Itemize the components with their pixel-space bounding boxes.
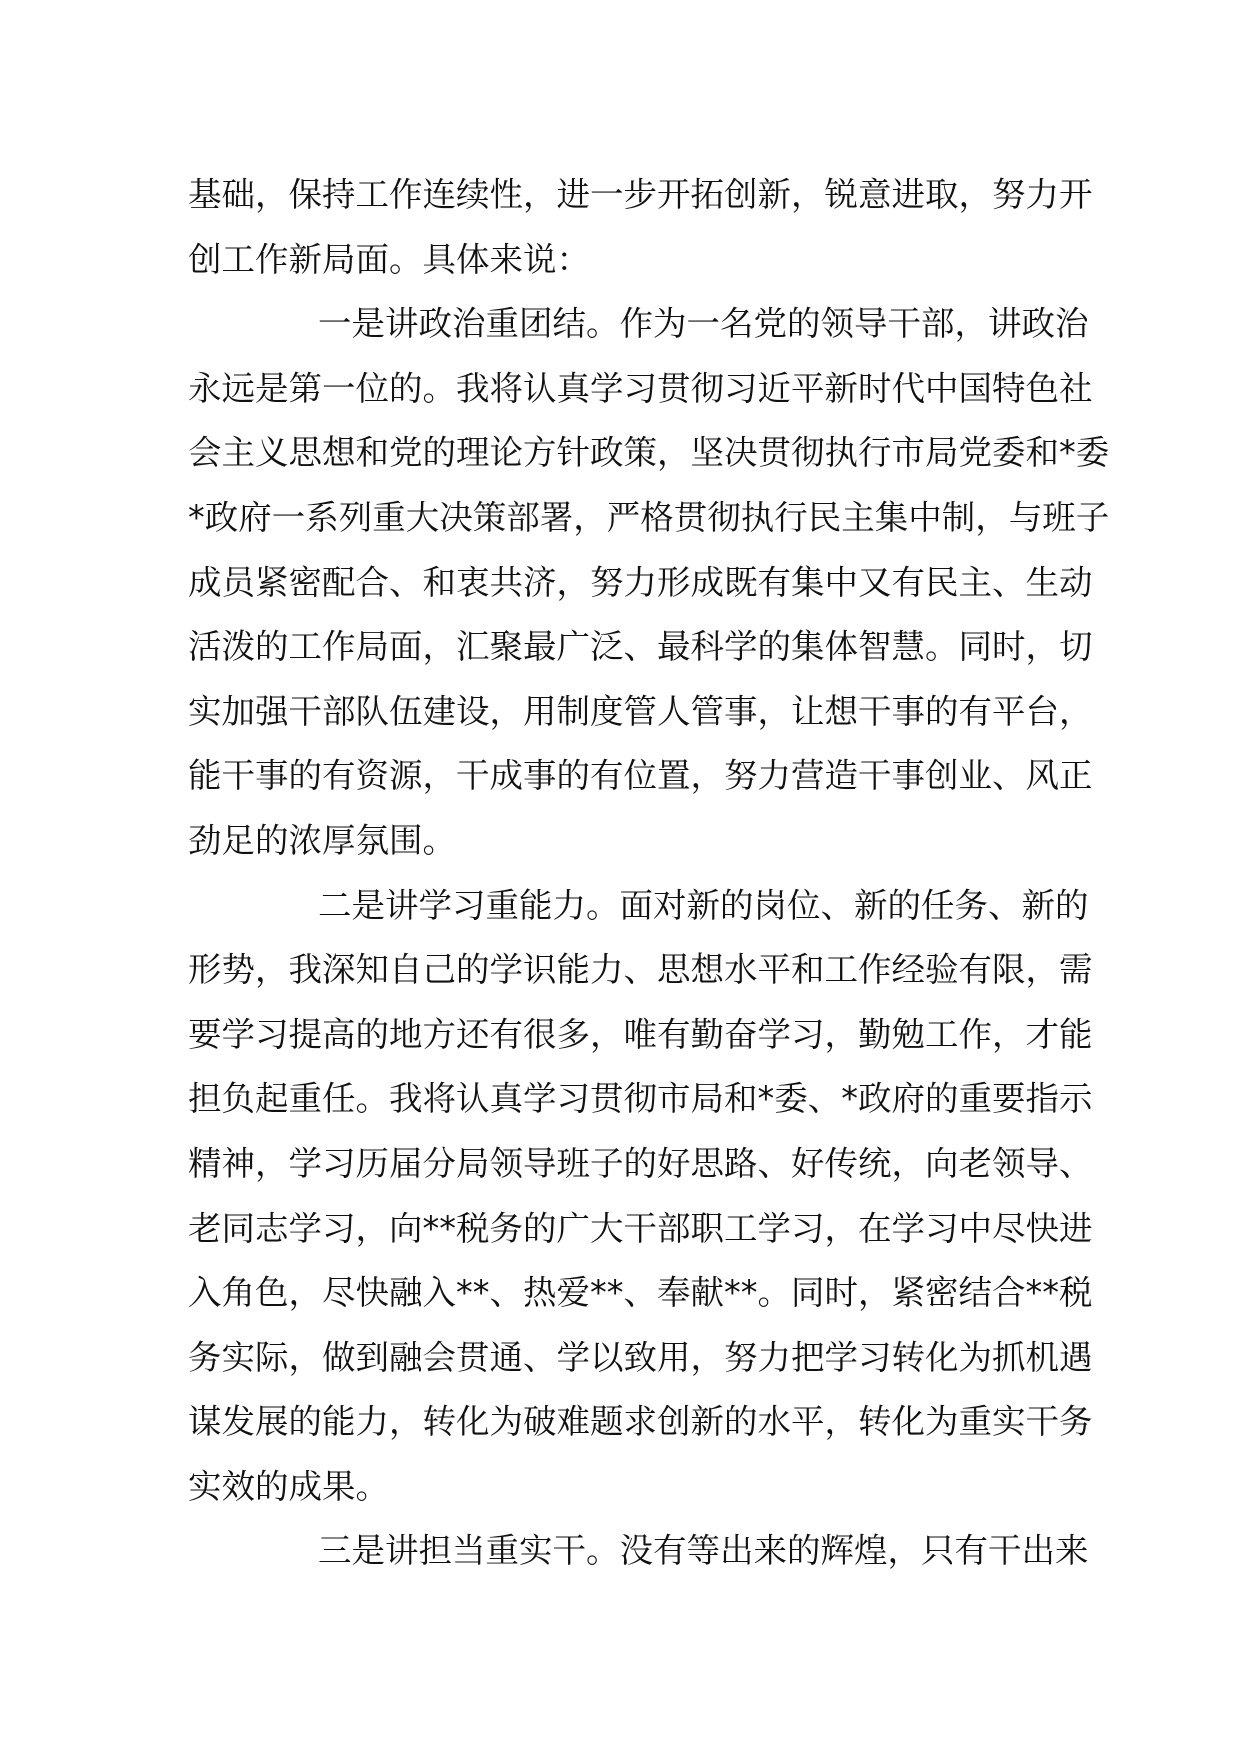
text-line: 会主义思想和党的理论方针政策，坚决贯彻执行市局党委和*委 xyxy=(188,433,1110,473)
paragraph-first-line: 二是讲学习重能力。面对新的岗位、新的任务、新的 xyxy=(318,885,1089,925)
text-line: 担负起重任。我将认真学习贯彻市局和*委、*政府的重要指示 xyxy=(188,1079,1093,1119)
text-line: 入角色，尽快融入**、热爱**、奉献**。同时，紧密结合**税 xyxy=(188,1273,1093,1313)
text-line: 老同志学习，向**税务的广大干部职工学习，在学习中尽快进 xyxy=(188,1208,1093,1248)
paragraph-first-line: 三是讲担当重实干。没有等出来的辉煌，只有干出来 xyxy=(318,1531,1089,1571)
text-line: 永远是第一位的。我将认真学习贯彻习近平新时代中国特色社 xyxy=(188,368,1093,408)
text-line: *政府一系列重大决策部署，严格贯彻执行民主集中制，与班子 xyxy=(188,497,1110,537)
paragraph-first-line: 一是讲政治重团结。作为一名党的领导干部，讲政治 xyxy=(318,304,1089,344)
text-line: 精神，学习历届分局领导班子的好思路、好传统，向老领导、 xyxy=(188,1143,1093,1183)
text-line: 务实际，做到融会贯通、学以致用，努力把学习转化为抓机遇 xyxy=(188,1337,1093,1377)
text-line: 成员紧密配合、和衷共济，努力形成既有集中又有民主、生动 xyxy=(188,562,1093,602)
text-line: 实效的成果。 xyxy=(188,1466,389,1506)
text-line: 实加强干部队伍建设，用制度管人管事，让想干事的有平台， xyxy=(188,691,1093,731)
text-line: 劲足的浓厚氛围。 xyxy=(188,820,456,860)
text-line: 基础，保持工作连续性，进一步开拓创新，锐意进取，努力开 xyxy=(188,175,1093,214)
text-line: 创工作新局面。具体来说： xyxy=(188,239,590,279)
text-line: 活泼的工作局面，汇聚最广泛、最科学的集体智慧。同时，切 xyxy=(188,627,1093,667)
document-body xyxy=(188,163,1110,1584)
text-line: 能干事的有资源，干成事的有位置，努力营造干事创业、风正 xyxy=(188,756,1093,796)
text-line: 谋发展的能力，转化为破难题求创新的水平，转化为重实干务 xyxy=(188,1402,1093,1442)
text-line: 形势，我深知自己的学识能力、思想水平和工作经验有限，需 xyxy=(188,950,1093,990)
text-line: 要学习提高的地方还有很多，唯有勤奋学习，勤勉工作，才能 xyxy=(188,1014,1093,1054)
